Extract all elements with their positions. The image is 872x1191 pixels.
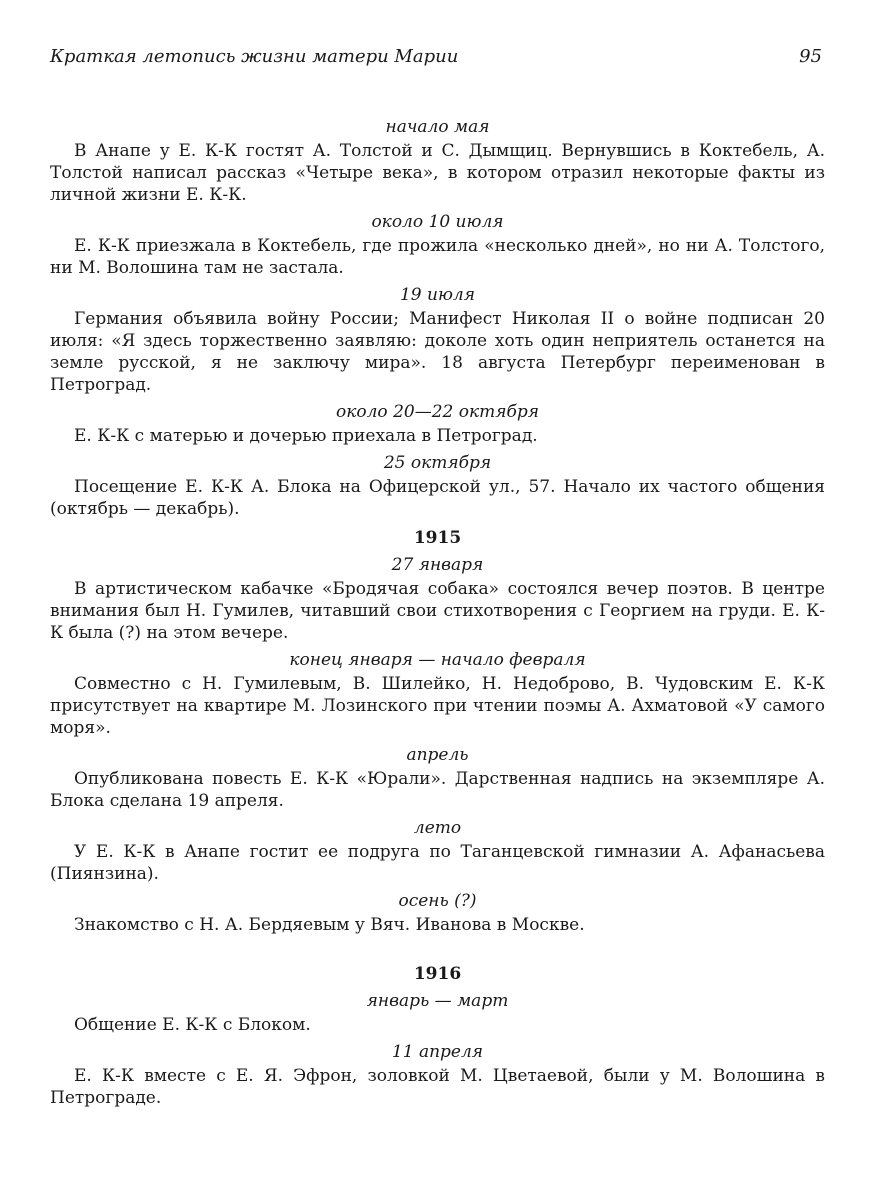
entry-date: конец января — начало февраля — [289, 650, 586, 670]
running-head — [50, 46, 822, 72]
entry-date: 19 июля — [399, 285, 476, 305]
entry-date: лето — [413, 818, 462, 838]
entry-text: Общение Е. К-К с Блоком. — [74, 1015, 311, 1035]
section-gap — [50, 936, 825, 956]
entry-date: около 20—22 октября — [335, 402, 540, 422]
entry-text: У Е. К-К в Анапе гостит ее подруга по Таганцевской гимназии А. Афанасьева (Пиянзина). — [50, 842, 825, 884]
entry-text: Е. К-К вместе с Е. Я. Эфрон, золовкой М. Цветаевой, были у М. Волошина в Петрограде. — [50, 1066, 825, 1108]
entry-text: Опубликована повесть Е. К-К «Юрали». Дарственная надпись на экземпляре А. Блока сделана 19 апреля. — [50, 769, 825, 811]
running-head-title: Краткая летопись жизни матери Марии — [50, 46, 459, 67]
entry-date: апрель — [406, 745, 469, 765]
entry-date: осень (?) — [398, 891, 477, 911]
entry-text: В Анапе у Е. К-К гостят А. Толстой и С. Дымщиц. Вернувшись в Коктебель, А. Толстой написал рассказ «Четыре века», в котором отразил некоторые факты из личной жизни Е. К-К. — [50, 141, 825, 205]
entry-text: Совместно с Н. Гумилевым, В. Шилейко, Н. Недоброво, В. Чудовским Е. К-К присутствует на квартире М. Лозинского при чтении поэмы А. Ахматовой «У самого моря». — [50, 674, 825, 738]
entry-date: 25 октября — [383, 453, 492, 473]
page-number: 95 — [799, 46, 822, 67]
entry-date: 11 апреля — [391, 1042, 484, 1062]
entry-text: Германия объявила войну России; Манифест Николая II о войне подписан 20 июля: «Я здесь торжественно заявляю: доколе хоть один неприятель останется на земле русской, я не заключу мира». 18 августа Петербург переименован в Петроград. — [50, 309, 825, 395]
entry-text: Е. К-К с матерью и дочерью приехала в Петроград. — [74, 426, 538, 446]
year-heading: 1916 — [413, 964, 462, 984]
entry-date: 27 января — [391, 555, 484, 575]
year-heading: 1915 — [413, 528, 462, 548]
chronicle-text — [50, 111, 825, 1109]
entry-date: около 10 июля — [371, 212, 504, 232]
entry-date: начало мая — [385, 117, 490, 137]
entry-text: Е. К-К приезжала в Коктебель, где прожила «несколько дней», но ни А. Толстого, ни М. Волошина там не застала. — [50, 236, 825, 278]
entry-text: Посещение Е. К-К А. Блока на Офицерской ул., 57. Начало их частого общения (октябрь — декабрь). — [50, 477, 825, 519]
entry-text: Знакомство с Н. А. Бердяевым у Вяч. Иванова в Москве. — [74, 915, 585, 935]
entry-text: В артистическом кабачке «Бродячая собака» состоялся вечер поэтов. В центре внимания был Н. Гумилев, читавший свои стихотворения с Георгием на груди. Е. К-К была (?) на этом вечере. — [50, 579, 825, 643]
entry-date: январь — март — [366, 991, 509, 1011]
